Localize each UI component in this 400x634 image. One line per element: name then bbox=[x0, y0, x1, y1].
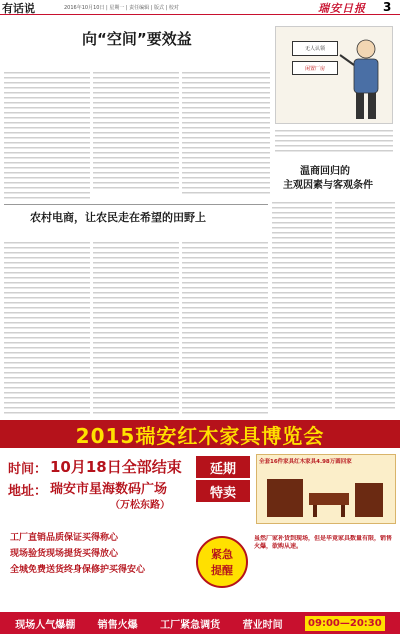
urgent-text-1: 紧急 bbox=[211, 548, 233, 561]
bottom-item-4: 营业时间 bbox=[242, 619, 283, 631]
divider bbox=[4, 204, 268, 205]
ad-notice-text: 虽然厂家补货到现场，但是毕竟家具数量有限，销售火爆，欲购从速。 bbox=[254, 535, 393, 551]
ad-promo-text: 全套16件家具红木家具4.98万圆回家 bbox=[259, 459, 352, 465]
urgent-notice-badge bbox=[196, 536, 248, 588]
ad-special-badge: 特卖 bbox=[196, 480, 250, 502]
article2-col1 bbox=[272, 200, 332, 410]
urgent-text-2: 提醒 bbox=[211, 564, 233, 577]
advertisement bbox=[0, 420, 400, 634]
article3-col2 bbox=[93, 240, 179, 415]
ad-time-label: 时间： bbox=[8, 462, 48, 477]
masthead bbox=[0, 0, 400, 15]
ad-address-label: 地址： bbox=[8, 484, 48, 499]
cartoon-illustration bbox=[275, 26, 393, 124]
ad-title: 2015瑞安红木家具博览会 bbox=[0, 420, 400, 448]
ad-extend-badge: 延期 bbox=[196, 456, 250, 478]
cartoon-figure-icon bbox=[338, 35, 392, 123]
ad-time-value: 10月18日全部结束 bbox=[50, 458, 182, 476]
cartoon-caption bbox=[275, 128, 393, 154]
ad-address-note: （万松东路） bbox=[110, 500, 170, 511]
article2-title-2: 主观因素与客观条件 bbox=[283, 180, 373, 191]
newspaper-logo: 瑞安日报 bbox=[318, 2, 366, 15]
article3-title: 农村电商，让农民走在希望的田野上 bbox=[30, 211, 206, 224]
article1-title: 向“空间”要效益 bbox=[82, 30, 192, 48]
furniture-icon bbox=[261, 471, 391, 521]
article1-col2 bbox=[93, 70, 179, 190]
ad-bottom-banner bbox=[0, 612, 400, 634]
article3-col3 bbox=[182, 240, 268, 415]
cartoon-sign: 无人认领 bbox=[292, 41, 338, 56]
cartoon-sign-2: 闲置厂房 bbox=[292, 61, 338, 75]
bottom-item-1: 现场人气爆棚 bbox=[15, 619, 76, 631]
bottom-item-3: 工厂紧急调货 bbox=[160, 619, 221, 631]
article2-col2 bbox=[335, 200, 395, 410]
bottom-item-2: 销售火爆 bbox=[97, 619, 138, 631]
page-number: 3 bbox=[383, 0, 392, 14]
article1-col1 bbox=[4, 70, 90, 200]
ad-bullet-1: 工厂直销品质保证买得称心 bbox=[10, 533, 119, 543]
article1-col3 bbox=[182, 70, 270, 195]
ad-bullet-2: 现场验货现场提货买得放心 bbox=[10, 549, 119, 559]
business-hours: 09:00—20:30 bbox=[305, 616, 385, 631]
furniture-photo bbox=[256, 454, 396, 524]
article3-col1 bbox=[4, 240, 90, 415]
issue-meta: 2016年10月10日 | 星期一 | 责任编辑 | 版式 | 校对 bbox=[64, 5, 179, 11]
article2-title: 温商回归的 bbox=[300, 166, 350, 177]
section-title: 有话说 bbox=[2, 2, 35, 15]
ad-bullet-3: 全城免费送货终身保修护买得安心 bbox=[10, 565, 146, 575]
ad-address-value: 瑞安市星海数码广场 bbox=[50, 482, 168, 497]
